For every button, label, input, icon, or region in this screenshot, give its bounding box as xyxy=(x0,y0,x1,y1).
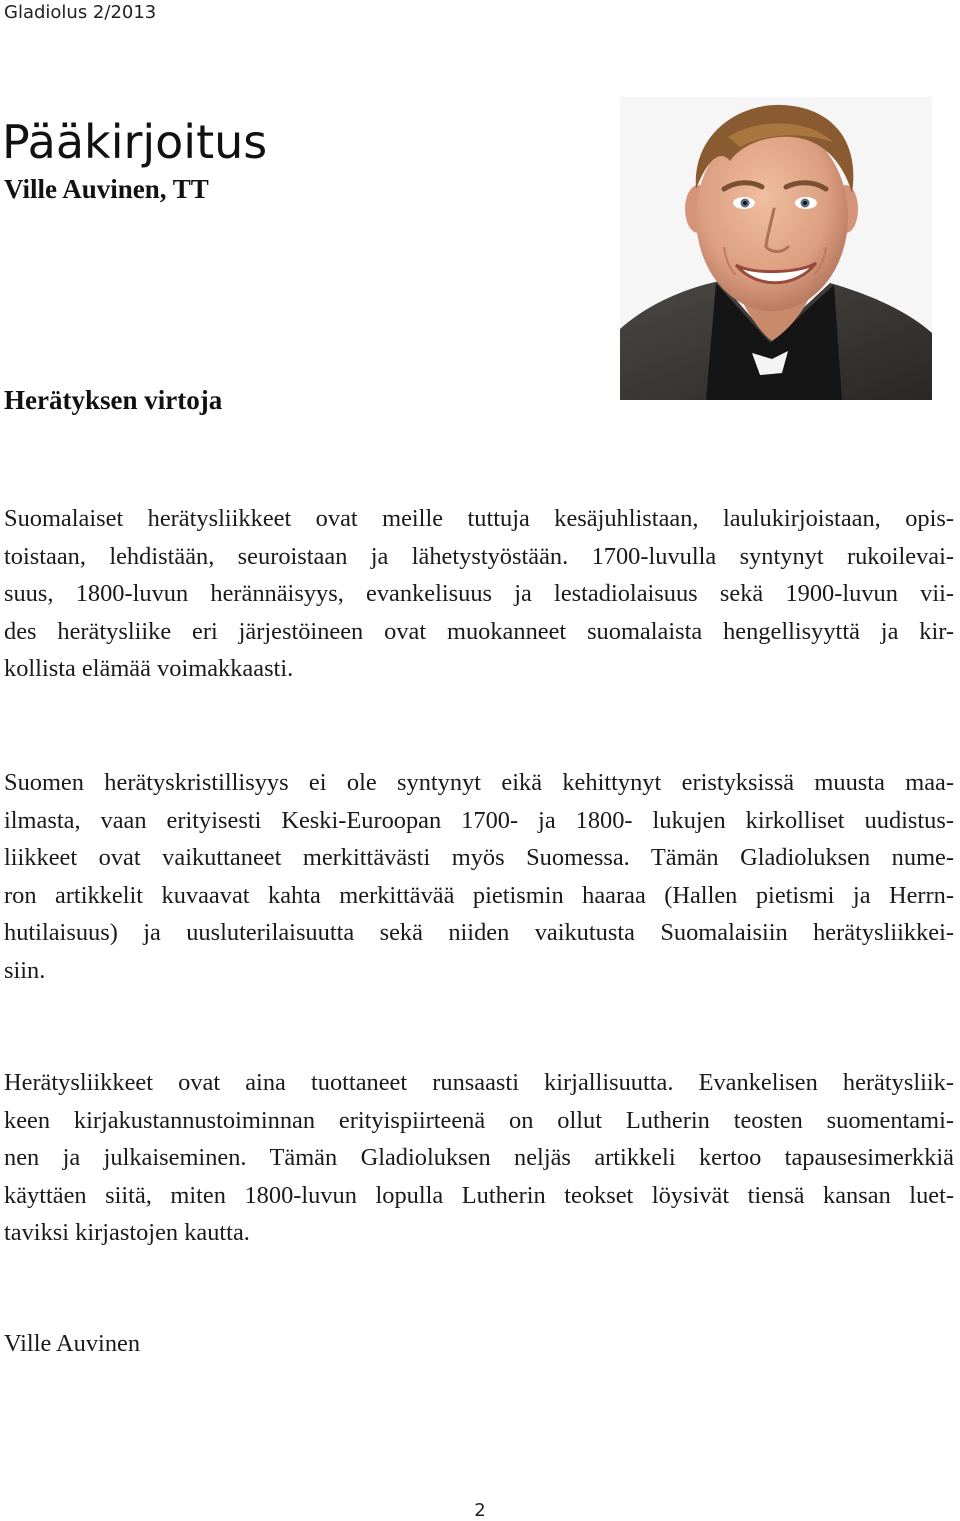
text-line: Suomalaiset herätysliikkeet ovat meille tuttuja kesäjuhlistaan, laulukirjoistaan, opis- xyxy=(4,505,954,532)
paragraph-1 xyxy=(4,500,954,688)
text-line: siin. xyxy=(4,956,46,984)
running-header: Gladiolus 2/2013 xyxy=(4,2,157,23)
author-portrait xyxy=(620,97,932,400)
text-line: liikkeet ovat vaikuttaneet merkittävästi myös Suomessa. Tämän Gladioluksen nume- xyxy=(4,844,954,872)
paragraph-2 xyxy=(4,764,954,990)
article-subtitle: Herätyksen virtoja xyxy=(4,385,223,415)
text-line: taviksi kirjastojen kautta. xyxy=(4,1219,250,1247)
text-line: des herätysliike eri järjestöineen ovat muokanneet suomalaista hengellisyyttä ja kir- xyxy=(4,617,954,645)
text-line: ron artikkelit kuvaavat kahta merkittävää pietismin haaraa (Hallen pietismi ja Herrn- xyxy=(4,881,954,909)
text-line: Herätysliikkeet ovat aina tuottaneet runsaasti kirjallisuutta. Evankelisen herätysliik- xyxy=(4,1069,954,1096)
signature: Ville Auvinen xyxy=(4,1330,141,1357)
text-line: kollista elämää voimakkaasti. xyxy=(4,655,294,683)
text-line: Suomen herätyskristillisyys ei ole syntynyt eikä kehittynyt eristyksissä muusta maa- xyxy=(4,769,954,796)
article-title: Pääkirjoitus xyxy=(2,115,268,169)
article-author: Ville Auvinen, TT xyxy=(4,174,209,204)
text-line: nen ja julkaiseminen. Tämän Gladioluksen neljäs artikkeli kertoo tapausesimerkkiä xyxy=(4,1144,954,1172)
page-number: 2 xyxy=(474,1500,486,1521)
text-line: ilmasta, vaan erityisesti Keski-Euroopan 1700- ja 1800- lukujen kirkolliset uudistus- xyxy=(4,806,954,834)
text-line: suus, 1800-luvun herännäisyys, evankelisuus ja lestadiolaisuus sekä 1900-luvun vii- xyxy=(4,580,954,608)
text-line: keen kirjakustannustoiminnan erityispiirteenä on ollut Lutherin teosten suomentami- xyxy=(4,1106,954,1134)
paragraph-3 xyxy=(4,1064,954,1252)
text-line: käyttäen siitä, miten 1800-luvun lopulla Lutherin teokset löysivät tiensä kansan luet- xyxy=(4,1181,954,1209)
text-line: toistaan, lehdistään, seuroistaan ja lähetystyöstään. 1700-luvulla syntynyt rukoilevai- xyxy=(4,542,954,570)
text-line: hutilaisuus) ja uusluterilaisuutta sekä niiden vaikutusta Suomalaisiin herätysliikkei- xyxy=(4,919,954,947)
